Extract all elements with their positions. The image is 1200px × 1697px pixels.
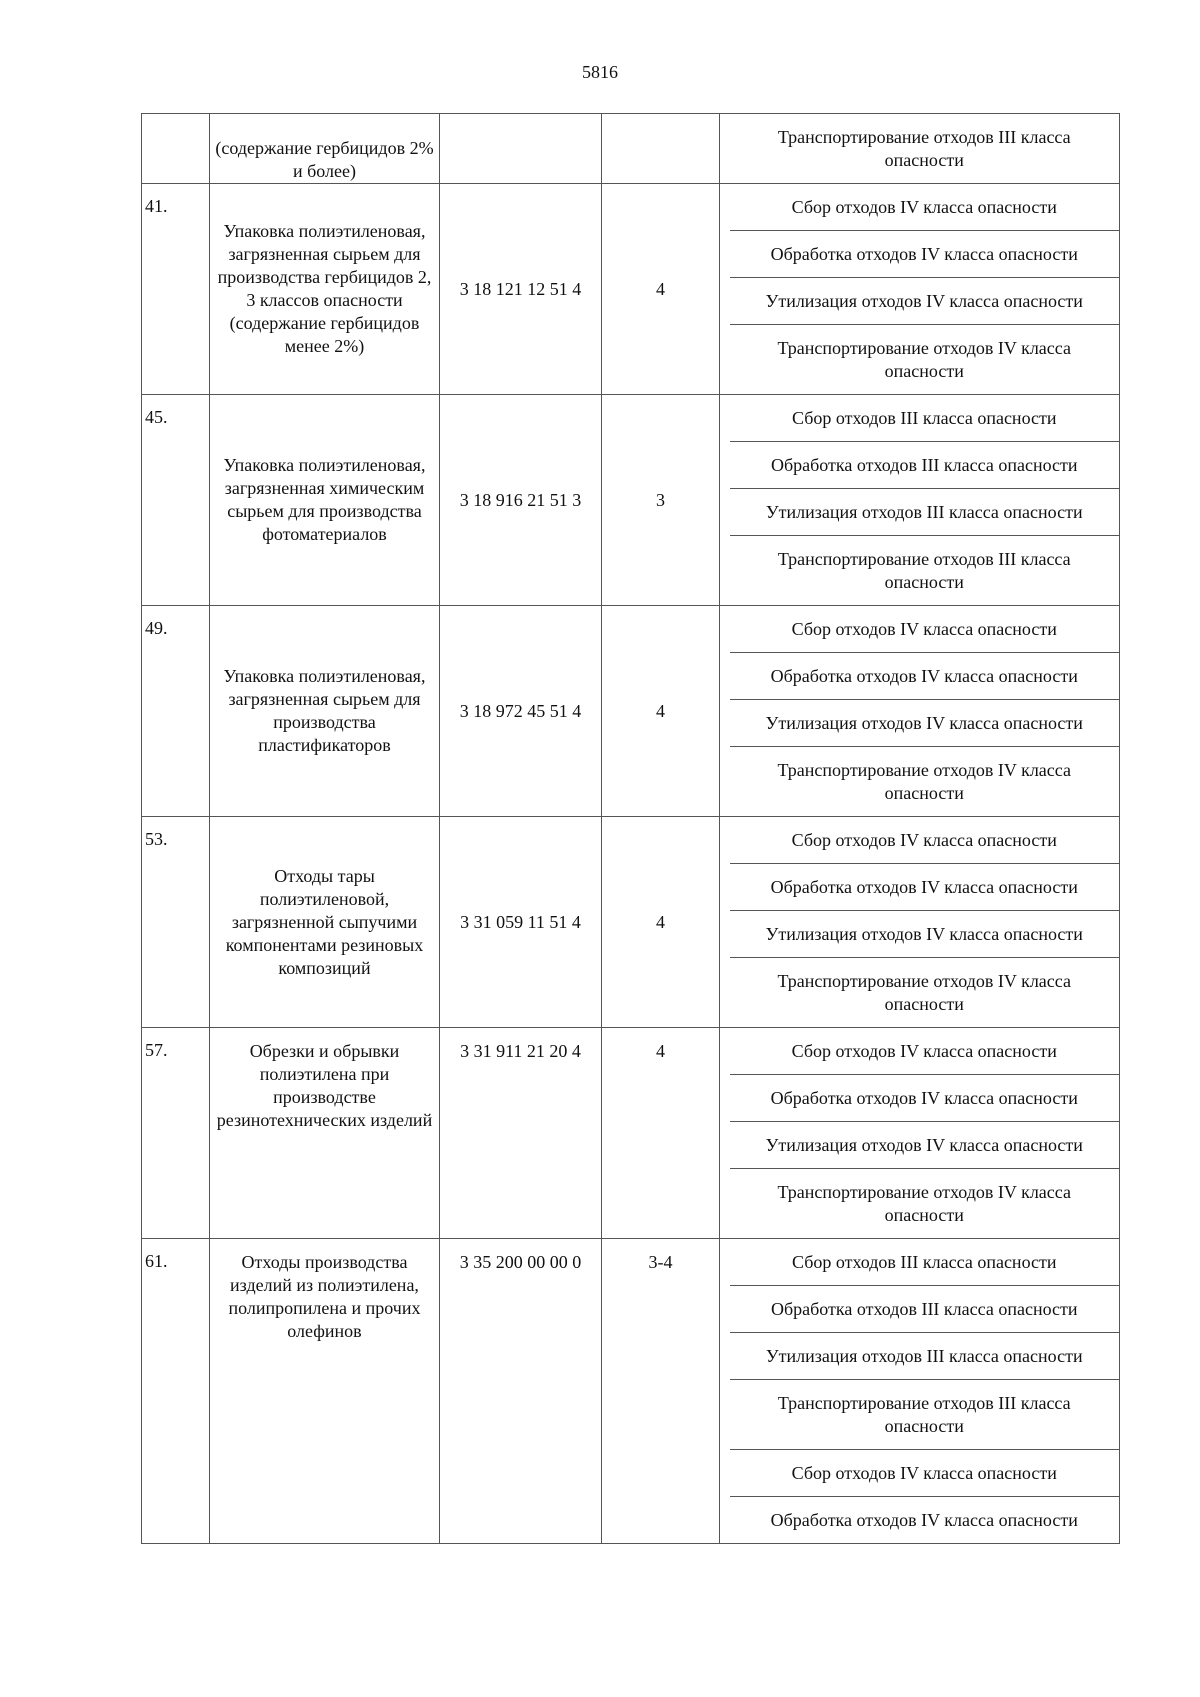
hazard-class-cell: 4 <box>602 606 720 817</box>
cell-gap <box>720 395 730 606</box>
waste-code-cell: 3 31 911 21 20 4 <box>440 1028 602 1239</box>
activity-cell: Сбор отходов IV класса опасности <box>730 606 1120 653</box>
hazard-class-cell: 4 <box>602 1028 720 1239</box>
waste-code-cell: 3 18 121 12 51 4 <box>440 184 602 395</box>
table-row <box>142 1239 1120 1286</box>
row-number-cell: 45. <box>142 395 210 606</box>
waste-code-cell <box>440 114 602 184</box>
activity-cell: Сбор отходов IV класса опасности <box>730 1450 1120 1497</box>
activity-cell: Транспортирование отходов IV класса опасности <box>730 325 1120 395</box>
cell-gap <box>720 1028 730 1239</box>
cell-gap <box>720 184 730 395</box>
waste-license-table <box>141 113 1120 1544</box>
table-groups <box>142 184 1120 1544</box>
cell-gap <box>720 817 730 1028</box>
activity-cell: Транспортирование отходов III класса опасности <box>730 1380 1120 1450</box>
activity-cell: Обработка отходов III класса опасности <box>730 442 1120 489</box>
activity-cell: Сбор отходов IV класса опасности <box>730 817 1120 864</box>
table-row <box>142 1028 1120 1075</box>
activity-cell: Обработка отходов IV класса опасности <box>730 1497 1120 1544</box>
table-row <box>142 184 1120 231</box>
activity-cell: Обработка отходов IV класса опасности <box>730 231 1120 278</box>
waste-name-cell: Упаковка полиэтиленовая, загрязненная химическим сырьем для производства фотоматериалов <box>210 395 440 606</box>
row-number-cell: 49. <box>142 606 210 817</box>
activity-cell: Обработка отходов IV класса опасности <box>730 653 1120 700</box>
page-number: 5816 <box>582 62 618 82</box>
waste-name-cell: Упаковка полиэтиленовая, загрязненная сырьем для производства гербицидов 2, 3 классов опасности (содержание гербицидов менее 2%) <box>210 184 440 395</box>
hazard-class-cell: 4 <box>602 184 720 395</box>
waste-name-cell: Отходы тары полиэтиленовой, загрязненной сыпучими компонентами резиновых композиций <box>210 817 440 1028</box>
hazard-class-cell: 3 <box>602 395 720 606</box>
table-row <box>142 395 1120 442</box>
waste-name-cell: (содержание гербицидов 2% и более) <box>210 114 440 184</box>
row-number-cell: 53. <box>142 817 210 1028</box>
activity-cell: Сбор отходов IV класса опасности <box>730 184 1120 231</box>
waste-name-cell: Обрезки и обрывки полиэтилена при производстве резинотехнических изделий <box>210 1028 440 1239</box>
activity-cell: Сбор отходов IV класса опасности <box>730 1028 1120 1075</box>
row-number-cell <box>142 114 210 184</box>
waste-code-cell: 3 35 200 00 00 0 <box>440 1239 602 1544</box>
activity-cell: Сбор отходов III класса опасности <box>730 1239 1120 1286</box>
cell-gap <box>720 606 730 817</box>
activity-cell: Утилизация отходов IV класса опасности <box>730 700 1120 747</box>
activity-cell: Утилизация отходов IV класса опасности <box>730 911 1120 958</box>
waste-code-cell: 3 31 059 11 51 4 <box>440 817 602 1028</box>
hazard-class-cell: 3-4 <box>602 1239 720 1544</box>
table-row <box>142 606 1120 653</box>
activity-cell: Обработка отходов IV класса опасности <box>730 864 1120 911</box>
row-number-cell: 61. <box>142 1239 210 1544</box>
activity-cell: Обработка отходов IV класса опасности <box>730 1075 1120 1122</box>
cell-gap <box>720 1239 730 1544</box>
row-number-cell: 57. <box>142 1028 210 1239</box>
waste-code-cell: 3 18 916 21 51 3 <box>440 395 602 606</box>
activity-cell: Сбор отходов III класса опасности <box>730 395 1120 442</box>
activity-cell: Обработка отходов III класса опасности <box>730 1286 1120 1333</box>
activity-cell: Транспортирование отходов III класса опасности <box>730 536 1120 606</box>
table-row-continuation <box>142 114 1120 184</box>
activity-cell: Утилизация отходов III класса опасности <box>730 1333 1120 1380</box>
waste-code-cell: 3 18 972 45 51 4 <box>440 606 602 817</box>
activity-cell: Утилизация отходов III класса опасности <box>730 489 1120 536</box>
activity-cell: Утилизация отходов IV класса опасности <box>730 278 1120 325</box>
row-number-cell: 41. <box>142 184 210 395</box>
activity-cell: Транспортирование отходов IV класса опасности <box>730 958 1120 1028</box>
waste-name-cell: Упаковка полиэтиленовая, загрязненная сырьем для производства пластификаторов <box>210 606 440 817</box>
hazard-class-cell: 4 <box>602 817 720 1028</box>
activity-cell: Транспортирование отходов III класса опасности <box>730 114 1120 184</box>
activity-cell: Транспортирование отходов IV класса опасности <box>730 1169 1120 1239</box>
waste-name-cell: Отходы производства изделий из полиэтилена, полипропилена и прочих олефинов <box>210 1239 440 1544</box>
hazard-class-cell <box>602 114 720 184</box>
activity-cell: Утилизация отходов IV класса опасности <box>730 1122 1120 1169</box>
table-row <box>142 817 1120 864</box>
activity-cell: Транспортирование отходов IV класса опасности <box>730 747 1120 817</box>
